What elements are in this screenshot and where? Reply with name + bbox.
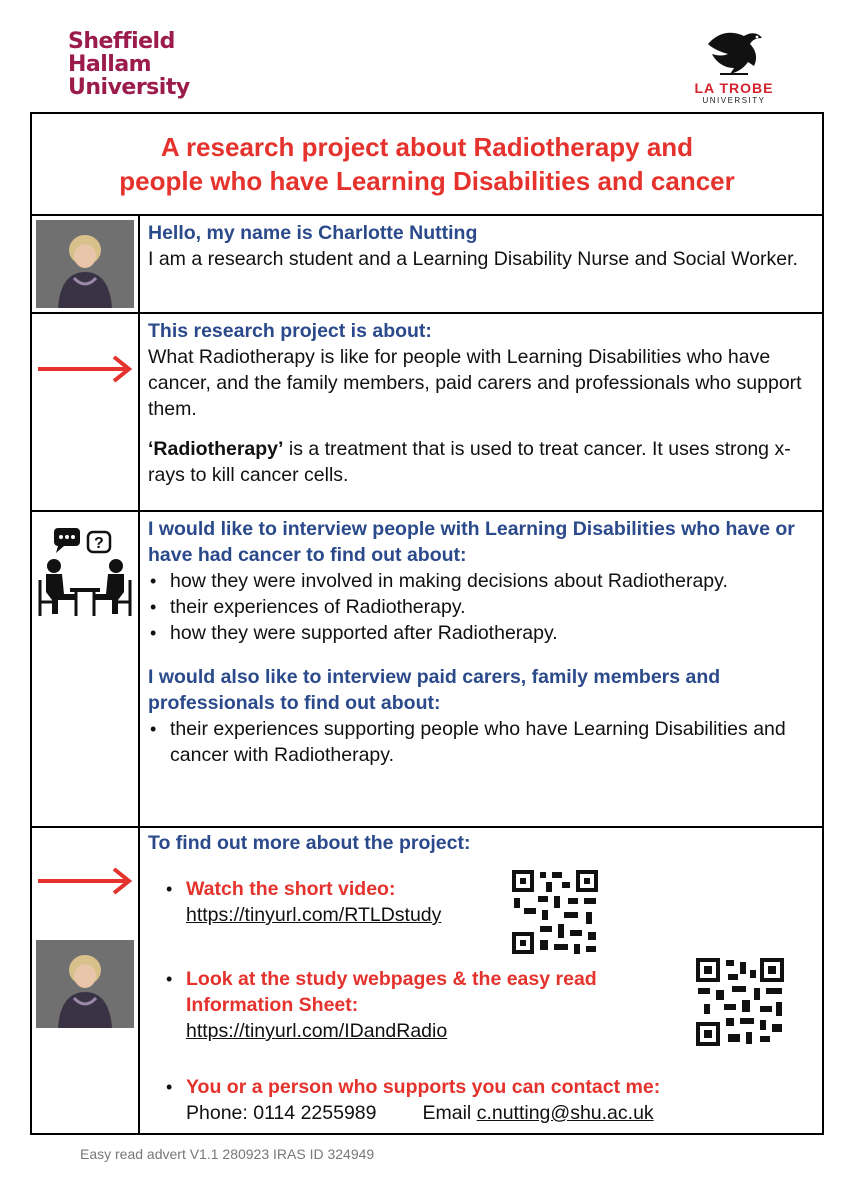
qr-code-icon[interactable] bbox=[694, 956, 786, 1048]
intro-cell bbox=[148, 220, 818, 272]
la-trobe-logo bbox=[684, 28, 784, 105]
list-item: • their experiences of Radiotherapy. bbox=[148, 594, 818, 620]
video-item bbox=[164, 876, 494, 928]
researcher-photo-2 bbox=[36, 940, 134, 1028]
list-item: • how they were supported after Radiotherapy. bbox=[148, 620, 818, 646]
video-label: Watch the short video: bbox=[186, 878, 396, 900]
right-arrow-icon bbox=[36, 354, 134, 384]
shu-logo-line-2: Hallam bbox=[68, 52, 152, 77]
sheffield-hallam-logo bbox=[68, 30, 190, 99]
intro-body: I am a research student and a Learning Disability Nurse and Social Worker. bbox=[148, 248, 798, 270]
interview-people-icon bbox=[36, 522, 136, 618]
page-title bbox=[32, 114, 822, 216]
la-trobe-sub: UNIVERSITY bbox=[702, 96, 766, 105]
interview-heading-2: I would also like to interview paid carers, family members and professionals to find out about: bbox=[148, 666, 721, 714]
footer-note: Easy read advert V1.1 280923 IRAS ID 324949 bbox=[80, 1146, 375, 1162]
more-heading: To find out more about the project: bbox=[148, 832, 471, 854]
video-link[interactable]: https://tinyurl.com/RTLDstudy bbox=[186, 904, 442, 926]
row-divider-3 bbox=[32, 826, 822, 828]
title-line-2: people who have Learning Disabilities and cancer bbox=[119, 166, 735, 196]
radiotherapy-term: ‘Radiotherapy’ bbox=[148, 438, 284, 460]
about-body: What Radiotherapy is like for people with Learning Disabilities who have cancer, and the family members, paid carers and professionals who support them. bbox=[148, 346, 802, 420]
interview-list-1 bbox=[148, 568, 818, 646]
interview-list-2 bbox=[148, 716, 818, 768]
portrait-photo bbox=[36, 220, 134, 308]
more-info-cell bbox=[148, 830, 818, 856]
contact-phone: Phone: 0114 2255989 bbox=[186, 1102, 377, 1124]
title-line-1: A research project about Radiotherapy and bbox=[160, 132, 694, 162]
contact-item bbox=[164, 1074, 814, 1126]
eagle-icon bbox=[700, 28, 768, 78]
la-trobe-name: LA TROBE bbox=[694, 80, 774, 96]
portrait-photo bbox=[36, 940, 134, 1028]
row-divider-1 bbox=[32, 312, 822, 314]
webpage-item bbox=[164, 966, 704, 1044]
list-item: • how they were involved in making decisions about Radiotherapy. bbox=[148, 568, 818, 594]
qr-code-icon[interactable] bbox=[510, 868, 600, 956]
list-item: • their experiences supporting people who have Learning Disabilities and cancer with Radiotherapy. bbox=[148, 716, 818, 768]
interview-heading-1: I would like to interview people with Learning Disabilities who have or have had cancer to find out about: bbox=[148, 518, 795, 566]
shu-logo-line-1: Sheffield bbox=[68, 29, 175, 54]
poster-table bbox=[30, 112, 824, 1135]
about-heading: This research project is about: bbox=[148, 320, 432, 342]
interview-cell bbox=[148, 516, 818, 768]
svg-text:?: ? bbox=[94, 535, 104, 552]
column-divider bbox=[138, 215, 140, 1135]
web-label: Look at the study webpages & the easy read Information Sheet: bbox=[186, 968, 597, 1016]
web-link[interactable]: https://tinyurl.com/IDandRadio bbox=[186, 1020, 448, 1042]
about-cell bbox=[148, 318, 818, 488]
researcher-photo bbox=[36, 220, 134, 308]
radiotherapy-definition bbox=[148, 436, 818, 488]
shu-logo-line-3: University bbox=[68, 75, 190, 100]
right-arrow-icon bbox=[36, 866, 134, 896]
radiotherapy-text: is a treatment that is used to treat cancer. It uses strong x-rays to kill cancer cells. bbox=[148, 438, 791, 486]
row-divider-2 bbox=[32, 510, 822, 512]
contact-email-prefix: Email bbox=[422, 1102, 477, 1124]
contact-email[interactable]: c.nutting@shu.ac.uk bbox=[476, 1102, 654, 1124]
intro-heading: Hello, my name is Charlotte Nutting bbox=[148, 222, 478, 244]
contact-label: You or a person who supports you can contact me: bbox=[186, 1076, 661, 1098]
